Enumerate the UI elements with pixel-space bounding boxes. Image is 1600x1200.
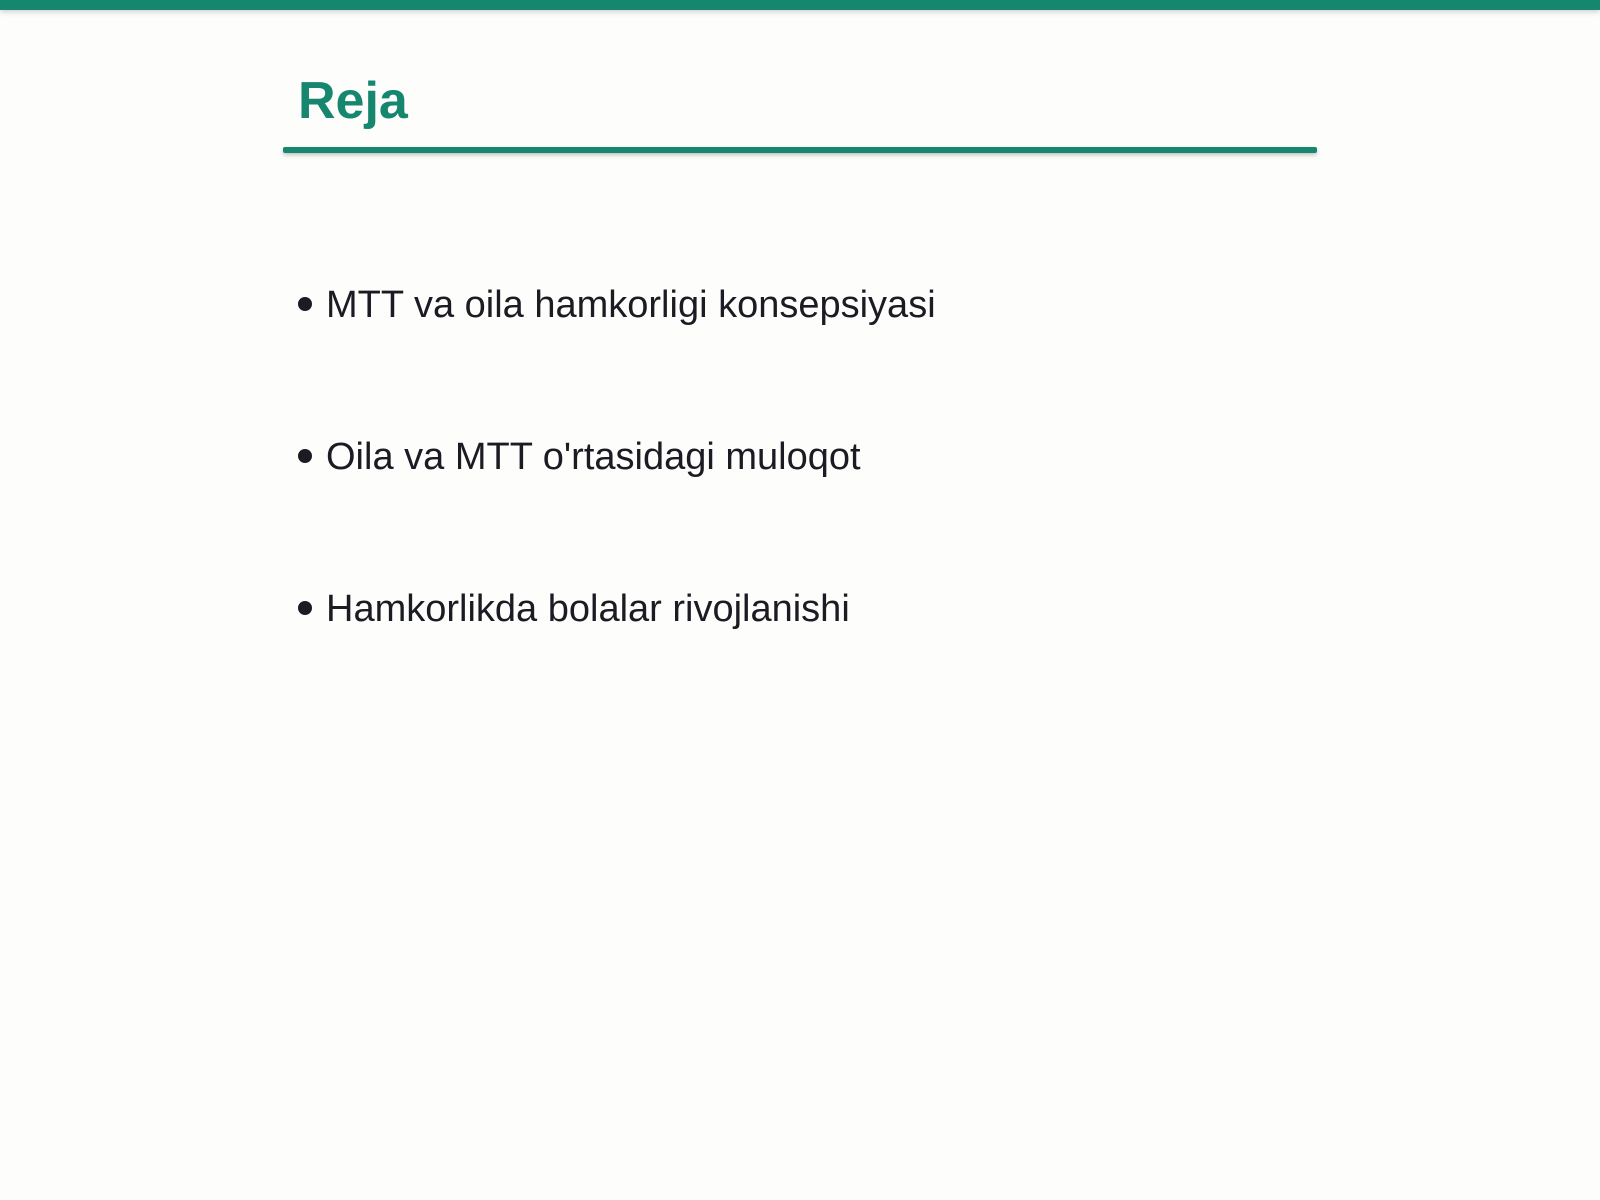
bullet-item [298,432,861,482]
bullet-dot-icon [298,449,312,463]
bullet-item [298,280,936,330]
bullet-text: Hamkorlikda bolalar rivojlanishi [326,588,850,630]
bullet-item [298,584,850,634]
bullet-text: MTT va oila hamkorligi konsepsiyasi [326,284,936,326]
bullet-dot-icon [298,601,312,615]
top-accent-bar [0,0,1600,10]
bullet-text: Oila va MTT o'rtasidagi muloqot [326,436,861,478]
title-underline [283,147,1317,153]
bullet-dot-icon [298,297,312,311]
slide-title: Reja [298,72,408,130]
